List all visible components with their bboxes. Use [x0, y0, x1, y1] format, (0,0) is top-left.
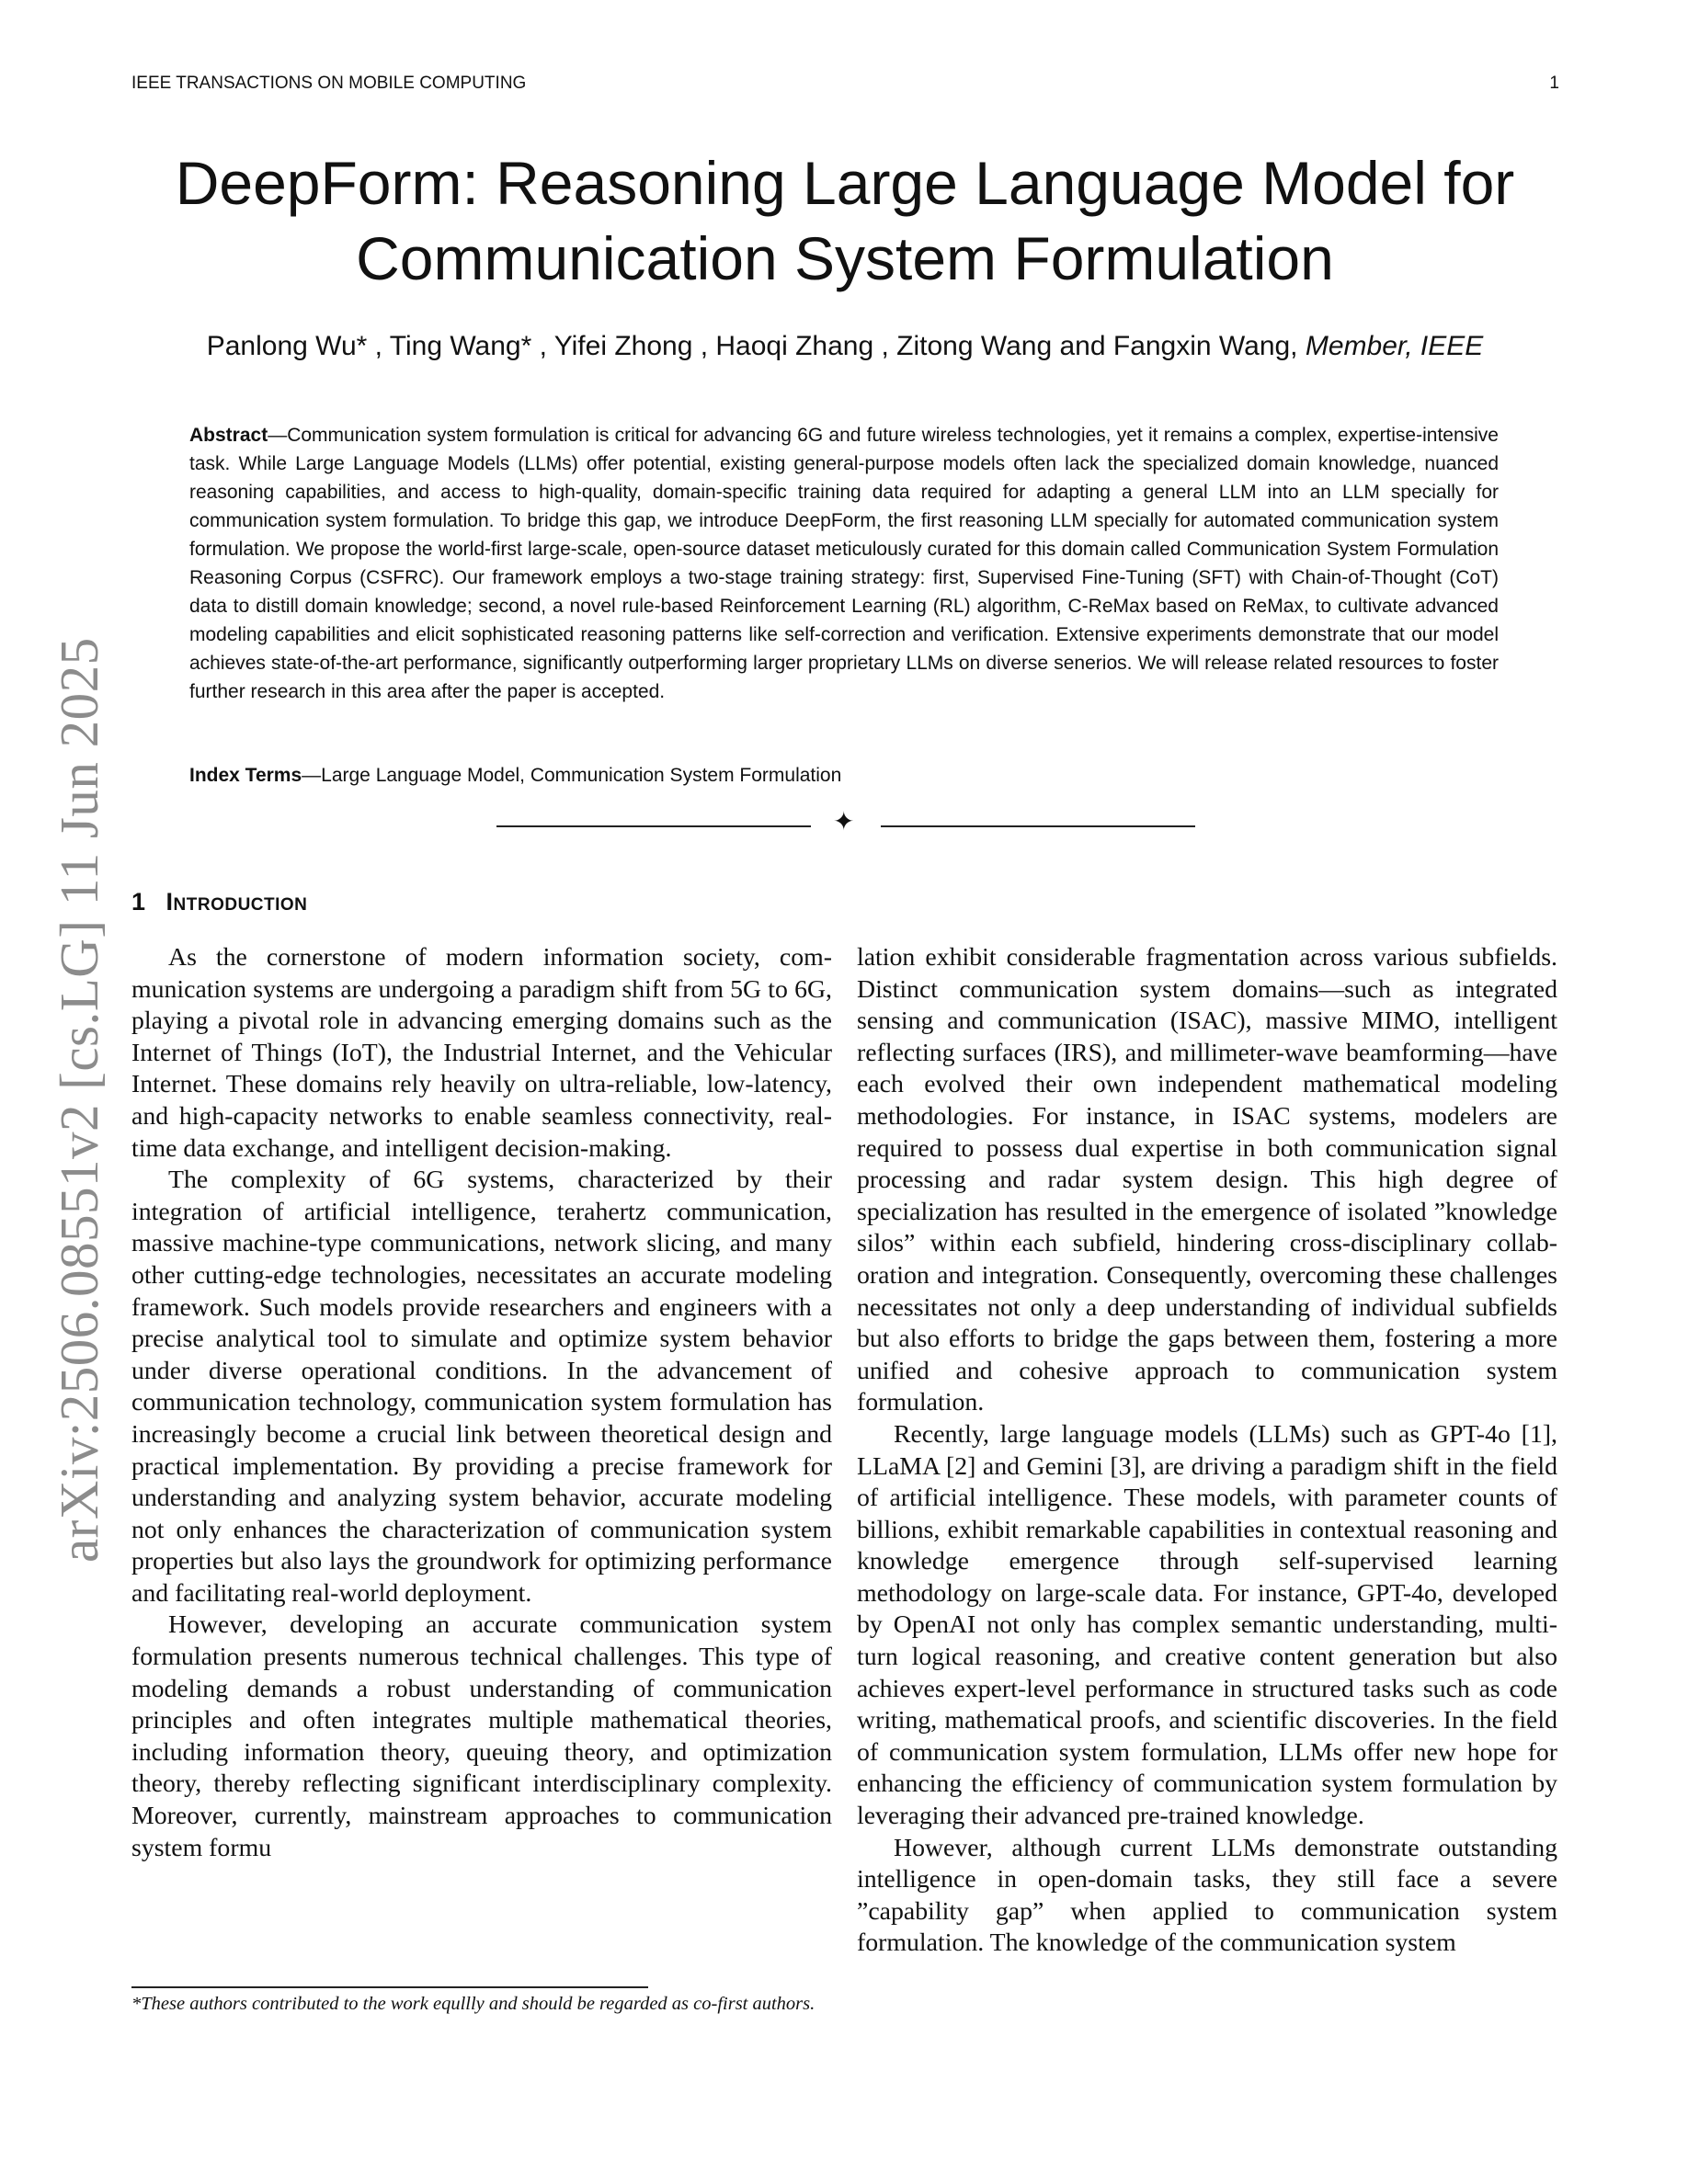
separator-star-icon: ✦ [833, 808, 855, 836]
page-number: 1 [1549, 74, 1559, 93]
section-separator [496, 808, 1195, 836]
abstract-text: —Communication system formulation is critical for advancing 6G and future wireless technologies, yet it remains a complex, expertise-intensive task. While Large Language Models (LLMs) offer potential, existing general-purpose models often lack the specialized domain knowledge, nuanced reasoning capabilities, and access to high-quality, domain-specific training data required for adapting a general LLM into an LLM specially for communication system formulation. To bridge this gap, we introduce DeepForm, the first reasoning LLM specially for automated communication system formulation. We propose the world-first large-scale, open-source dataset meticulously curated for this domain called Communication System Formulation Reasoning Corpus (CSFRC). Our framework employs a two-stage training strategy: first, Supervised Fine-Tuning (SFT) with Chain-of-Thought (CoT) data to distill domain knowledge; second, a novel rule-based Reinforcement Learning (RL) algorithm, C-ReMax based on ReMax, to cultivate advanced modeling capabilities and elicit sophisticated reasoning patterns like self-correction and verification. Extensive experiments demonstrate that our model achieves state-of-the-art performance, significantly outperforming larger proprietary LLMs on diverse senerios. We will release related resources to foster further research in this area after the paper is accepted. [189, 425, 1499, 702]
index-terms-text: —Large Language Model, Communication System Formulation [302, 765, 842, 786]
separator-line-right [881, 825, 1195, 827]
section-title: Introduction [165, 888, 308, 916]
section-number: 1 [131, 888, 146, 916]
journal-header: IEEE TRANSACTIONS ON MOBILE COMPUTING [131, 74, 527, 93]
right-column [857, 942, 1557, 1960]
index-terms-label: Index Terms [189, 765, 302, 786]
author-list [131, 331, 1558, 362]
paragraph: Recently, large language models (LLMs) such as GPT-4o [1], LLaMA [2] and Gemini [3], are driving a paradigm shift in the field of artificial intelligence. These models, with parameter counts of billions, exhibit remarkable capabilities in contextual reasoning and knowledge emergence through self-supervised learning methodology on large-scale data. For instance, GPT-4o, developed by OpenAI not only has complex semantic understanding, multi-turn logical reasoning, and creative content generation but also achieves expert-level performance in structured tasks such as code writing, mathematical proofs, and scientific discoveries. In the field of communication system formulation, LLMs offer new hope for enhancing the efficiency of communication system formulation by leveraging their advanced pre-trained knowledge. [857, 1419, 1557, 1831]
footnote-rule [131, 1986, 648, 1988]
author-names: Panlong Wu* , Ting Wang* , Yifei Zhong , Haoqi Zhang , Zitong Wang and Fangxin Wang, [206, 331, 1306, 361]
left-column [131, 942, 832, 1864]
paragraph: As the cornerstone of modern information society, communication systems are undergoing a paradigm shift from 5G to 6G, playing a pivotal role in advancing emerging domains such as the Internet of Things (IoT), the Industrial Internet, and the Vehicular Internet. These domains rely heavily on ultra-reliable, low-latency, and high-capacity networks to enable seamless connectivity, real-time data exchange, and intelligent decision-making. [131, 943, 832, 1163]
separator-line-left [496, 825, 811, 827]
paper-title: DeepForm: Reasoning Large Language Model for Communication System Formulation [175, 149, 1515, 292]
author-membership: Member, IEEE [1305, 331, 1484, 361]
arxiv-watermark: arXiv:2506.08551v2 [cs.LG] 11 Jun 2025 [49, 637, 109, 1563]
footnote: *These authors contributed to the work equllly and should be regarded as co-first authors. [131, 1994, 815, 2014]
paragraph: However, although current LLMs demonstrate outstanding intelligence in open-domain tasks, they still face a severe ”capability gap” when applied to communication system formulation. The knowledge of the communication system [857, 1833, 1557, 1958]
paragraph: The complexity of 6G systems, characterized by their integration of artificial intelligence, terahertz communication, massive machine-type communications, network slicing, and many other cutting-edge technologies, necessitates an accurate modeling framework. Such models provide researchers and engineers with a precise analytical tool to simulate and optimize system behavior under diverse operational conditions. In the advancement of communication technology, communication system formulation has increasingly become a crucial link between theoretical design and practical implementation. By providing a precise framework for understanding and analyzing system behavior, accurate modeling not only enhances the characterization of communication system properties but also lays the groundwork for optimizing performance and facilitating real-world deployment. [131, 1166, 832, 1608]
section-heading [131, 888, 307, 916]
abstract-label: Abstract [189, 425, 268, 446]
abstract [189, 421, 1499, 706]
paragraph: However, developing an accurate communication system formulation presents numerous technical challenges. This type of modeling demands a robust understanding of communication principles and often integrates multiple mathematical theories, including information theory, queuing theory, and optimization theory, thereby reflecting significant interdisciplinary complexity. Moreover, currently, mainstream approaches to communication system formu [131, 1610, 832, 1862]
index-terms [189, 761, 1499, 790]
paragraph-continuation: lation exhibit considerable fragmentation across various subfields. Distinct communication system domains—such as integrated sensing and communication (ISAC), massive MIMO, intelligent reflecting surfaces (IRS), and millimeter-wave beamforming—have each evolved their own independent mathematical modeling methodologies. For instance, in ISAC systems, modelers are required to possess dual expertise in both communication signal processing and radar system design. This high degree of specialization has resulted in the emergence of isolated ”knowledge silos” within each subfield, hindering cross-disciplinary collaboration and integration. Consequently, overcoming these challenges necessitates not only a deep understanding of individual subfields but also efforts to bridge the gaps between them, fostering a more unified and cohesive approach to communication system formulation. [857, 943, 1557, 1417]
